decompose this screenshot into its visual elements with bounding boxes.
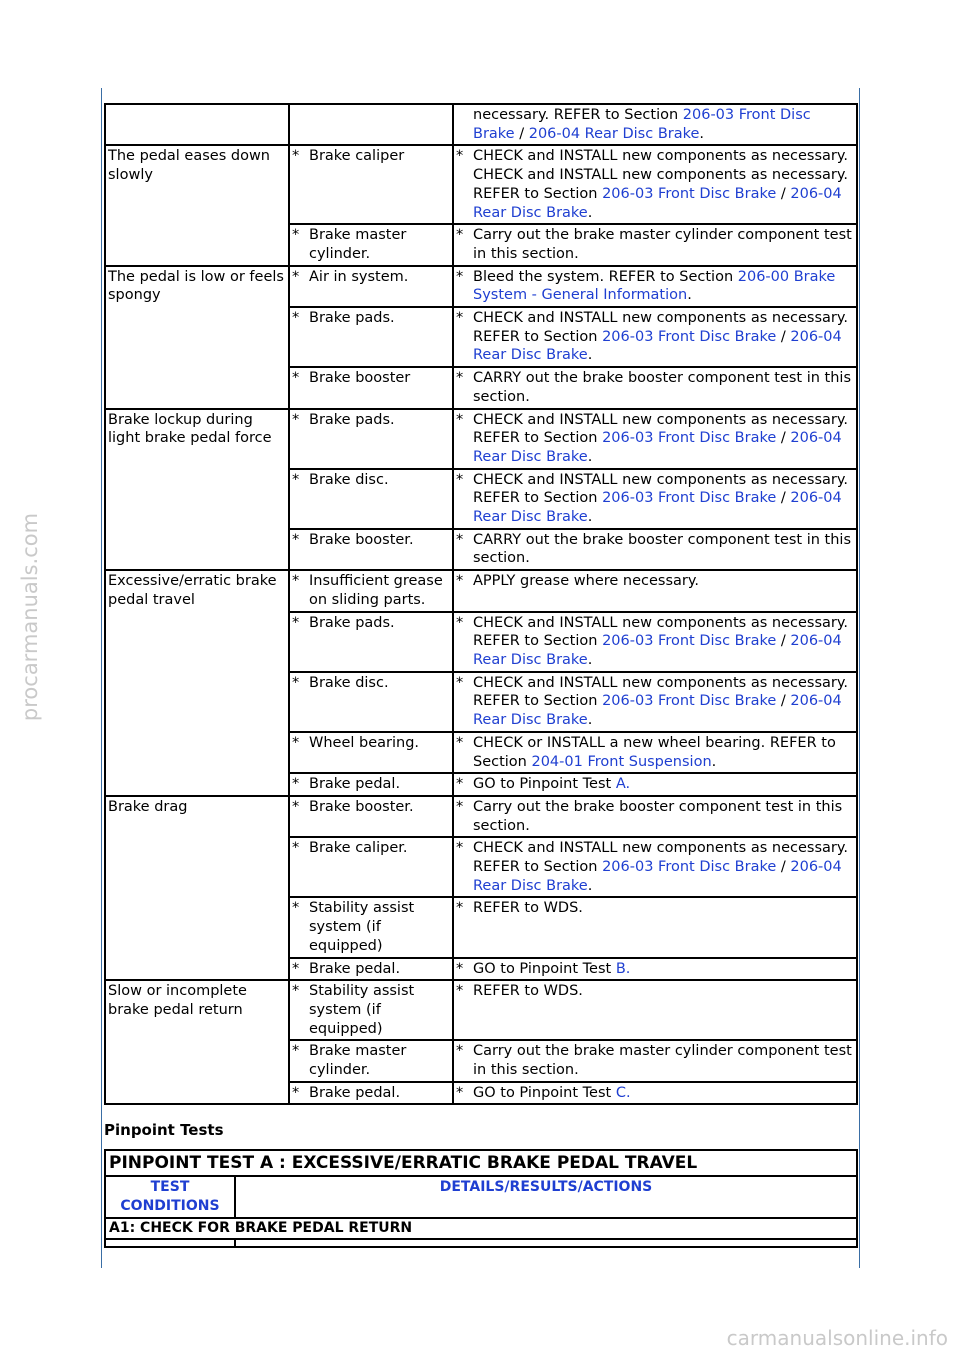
action-text-segment: CHECK or INSTALL a new wheel bearing. REFER to Section	[473, 734, 836, 770]
action-text-segment: /	[776, 490, 791, 507]
page-content	[104, 103, 856, 1248]
chart-row	[105, 104, 857, 145]
action-text-segment: REFER to WDS.	[473, 900, 583, 917]
chart-row	[105, 409, 857, 469]
page-frame-right	[859, 88, 860, 1268]
cause-text: Insufficient grease on sliding parts.	[309, 573, 443, 608]
bullet-asterisk: *	[292, 411, 300, 428]
cause-text: Brake disc.	[309, 674, 389, 691]
bottom-watermark: carmanualsonline.info	[726, 1326, 948, 1350]
cause-cell	[289, 1082, 453, 1105]
section-reference-link[interactable]: 206-04 Rear Disc Brake	[473, 490, 842, 526]
step-conditions-cell	[105, 1239, 235, 1247]
bullet-asterisk: *	[456, 614, 464, 631]
action-cell	[453, 469, 857, 529]
action-text-segment: /	[776, 693, 791, 710]
section-reference-link[interactable]: 206-03 Front Disc Brake	[602, 328, 777, 345]
cause-text: Brake master cylinder.	[309, 1043, 407, 1079]
cause-text: Brake caliper	[309, 148, 405, 165]
cause-text: Brake booster	[309, 370, 411, 387]
section-reference-link[interactable]: 206-04 Rear Disc Brake	[473, 185, 842, 221]
action-text-segment: .	[587, 204, 593, 221]
cause-text: Air in system.	[309, 268, 409, 285]
action-text-segment: /	[776, 430, 791, 447]
cause-text: Brake caliper.	[309, 840, 408, 857]
cause-cell	[289, 409, 453, 469]
cause-cell	[289, 897, 453, 957]
bullet-asterisk: *	[292, 268, 300, 285]
cause-text: Brake pedal.	[309, 1084, 401, 1101]
cause-cell	[289, 266, 453, 307]
cause-text: Brake pads.	[309, 614, 395, 631]
cause-cell	[289, 672, 453, 732]
cause-text: Brake pedal.	[309, 960, 401, 977]
action-text-segment: .	[687, 287, 692, 304]
bullet-asterisk: *	[292, 840, 300, 857]
action-text-segment: GO to Pinpoint Test	[473, 776, 616, 793]
action-text-segment: Carry out the brake master cylinder component test in this section.	[473, 1043, 852, 1079]
cause-cell	[289, 612, 453, 672]
action-text-segment: /	[776, 859, 791, 876]
bullet-asterisk: *	[292, 674, 300, 691]
cause-text: Brake booster.	[309, 798, 414, 815]
action-text	[473, 411, 855, 467]
action-text	[473, 369, 855, 406]
bullet-asterisk: *	[456, 148, 464, 165]
action-text	[473, 899, 855, 918]
action-text	[473, 798, 855, 835]
action-text-segment: .	[587, 651, 593, 668]
cause-cell	[289, 958, 453, 981]
bullet-asterisk: *	[292, 734, 300, 751]
section-reference-link[interactable]: 204-01 Front Suspension	[531, 753, 712, 770]
section-reference-link[interactable]: B.	[615, 960, 631, 977]
bullet-asterisk: *	[292, 531, 300, 548]
action-text	[473, 614, 855, 670]
section-reference-link[interactable]: 206-03 Front Disc Brake	[602, 185, 777, 202]
section-reference-link[interactable]: 206-03 Front Disc Brake	[602, 859, 777, 876]
action-text-segment: /	[776, 328, 791, 345]
section-reference-link[interactable]: 206-03 Front Disc Brake	[473, 107, 811, 142]
bullet-asterisk: *	[292, 370, 300, 387]
symptom-cell: The pedal eases down slowly	[105, 145, 289, 265]
cause-cell	[289, 1040, 453, 1081]
action-text-segment: .	[587, 347, 593, 364]
cause-text: Brake pads.	[309, 310, 395, 327]
chart-row	[105, 570, 857, 611]
action-cell	[453, 980, 857, 1040]
cause-cell	[289, 980, 453, 1040]
bullet-asterisk	[456, 106, 473, 143]
cause-text: Stability assist system (if equipped)	[309, 983, 415, 1037]
bullet-asterisk: *	[292, 900, 300, 917]
action-text	[473, 734, 855, 771]
section-reference-link[interactable]: 206-04 Rear Disc Brake	[528, 125, 700, 142]
action-text-segment: APPLY grease where necessary.	[473, 573, 699, 590]
section-reference-link[interactable]: 206-04 Rear Disc Brake	[473, 859, 842, 894]
action-text-segment: CHECK and INSTALL new components as necessary. REFER to Section	[473, 840, 848, 876]
section-reference-link[interactable]: 206-03 Front Disc Brake	[602, 490, 777, 507]
bullet-asterisk: *	[456, 798, 464, 815]
bullet-asterisk: *	[292, 148, 300, 165]
action-text-segment: /	[514, 125, 529, 142]
action-text-segment: necessary. REFER to Section	[473, 107, 683, 123]
cause-text: Brake booster.	[309, 531, 414, 548]
action-text-segment: /	[776, 633, 791, 650]
action-text	[473, 775, 855, 794]
bullet-asterisk: *	[456, 531, 464, 548]
bullet-asterisk: *	[456, 411, 464, 428]
symptom-cell	[105, 104, 289, 145]
pinpoint-test-title: PINPOINT TEST A : EXCESSIVE/ERRATIC BRAKE PEDAL TRAVEL	[105, 1150, 857, 1176]
section-reference-link[interactable]: 206-04 Rear Disc Brake	[473, 633, 842, 668]
details-results-actions-header: DETAILS/RESULTS/ACTIONS	[235, 1176, 857, 1218]
cause-cell	[289, 469, 453, 529]
action-text-segment: CARRY out the brake booster component test in this section.	[473, 531, 852, 567]
chart-row	[105, 796, 857, 837]
bullet-asterisk: *	[456, 471, 464, 488]
action-text-segment: CHECK and INSTALL new components as necessary. CHECK and INSTALL new components as necessary. REFER to Section	[473, 148, 848, 202]
bullet-asterisk: *	[456, 900, 464, 917]
action-cell	[453, 732, 857, 773]
bullet-asterisk: *	[292, 227, 300, 244]
action-cell	[453, 612, 857, 672]
bullet-asterisk: *	[456, 776, 464, 793]
section-reference-link[interactable]: 206-03 Front Disc Brake	[602, 633, 777, 650]
bullet-asterisk: *	[292, 614, 300, 631]
bullet-asterisk: *	[292, 1043, 300, 1060]
action-text-segment: CARRY out the brake booster component test in this section.	[473, 370, 852, 405]
action-text	[473, 572, 855, 591]
action-text	[473, 1042, 855, 1079]
cause-cell	[289, 773, 453, 796]
action-cell	[453, 837, 857, 897]
chart-row	[105, 145, 857, 224]
action-text	[473, 1084, 855, 1103]
cause-text: Brake master cylinder.	[309, 227, 407, 262]
symptom-chart-table	[104, 103, 858, 1105]
cause-cell	[289, 307, 453, 367]
action-text-segment: CHECK and INSTALL new components as necessary. REFER to Section	[473, 471, 848, 507]
cause-cell	[289, 145, 453, 224]
action-text-segment: Bleed the system. REFER to Section	[473, 268, 738, 285]
cause-text: Brake pedal.	[309, 776, 401, 793]
action-text-segment: CHECK and INSTALL new components as necessary. REFER to Section	[473, 411, 848, 447]
action-cell	[453, 409, 857, 469]
action-text-segment: .	[587, 509, 593, 526]
bullet-asterisk: *	[456, 370, 464, 387]
action-text	[473, 226, 855, 263]
action-cell	[453, 796, 857, 837]
section-reference-link[interactable]: A.	[615, 776, 631, 793]
cause-cell	[289, 529, 453, 570]
action-cell	[453, 570, 857, 611]
action-text-segment: Carry out the brake booster component test in this section.	[473, 798, 843, 834]
cause-cell	[289, 104, 453, 145]
action-text-segment: CHECK and INSTALL new components as necessary. REFER to Section	[473, 310, 848, 345]
action-cell	[453, 1040, 857, 1081]
action-text	[473, 147, 855, 222]
action-text	[473, 982, 855, 1001]
side-watermark: procarmanuals.com	[18, 512, 42, 722]
action-text	[473, 531, 855, 568]
bullet-asterisk: *	[456, 310, 464, 327]
action-text-segment: .	[587, 877, 593, 894]
action-text-segment: .	[587, 712, 593, 729]
action-text-segment: .	[587, 448, 593, 465]
symptom-cell: The pedal is low or feels spongy	[105, 266, 289, 409]
bullet-asterisk: *	[456, 983, 464, 1000]
action-text-segment: .	[699, 125, 705, 142]
section-reference-link[interactable]: C.	[615, 1084, 631, 1101]
action-cell	[453, 224, 857, 265]
bullet-asterisk: *	[456, 840, 464, 857]
cause-text: Stability assist system (if equipped)	[309, 900, 415, 954]
cause-text: Wheel bearing.	[309, 734, 420, 751]
bullet-asterisk: *	[292, 573, 300, 590]
action-text-segment: .	[711, 753, 717, 770]
action-cell	[453, 958, 857, 981]
action-text-segment: GO to Pinpoint Test	[473, 1084, 616, 1101]
section-reference-link[interactable]: 206-04 Rear Disc Brake	[473, 328, 842, 364]
chart-row	[105, 266, 857, 307]
pinpoint-test-table	[104, 1149, 858, 1248]
cause-cell	[289, 796, 453, 837]
chart-row	[105, 980, 857, 1040]
action-cell	[453, 104, 857, 145]
section-reference-link[interactable]: 206-04 Rear Disc Brake	[473, 693, 842, 729]
symptom-cell: Brake lockup during light brake pedal force	[105, 409, 289, 571]
bullet-asterisk: *	[456, 1043, 464, 1060]
action-cell	[453, 529, 857, 570]
bullet-asterisk: *	[292, 798, 300, 815]
action-text-segment: GO to Pinpoint Test	[473, 960, 616, 977]
bullet-asterisk: *	[292, 1084, 300, 1101]
section-reference-link[interactable]: 206-03 Front Disc Brake	[602, 430, 777, 447]
bullet-asterisk: *	[456, 268, 464, 285]
action-text	[473, 960, 855, 979]
step-details-cell	[235, 1239, 857, 1247]
action-cell	[453, 367, 857, 408]
action-text	[473, 268, 855, 305]
action-text	[473, 106, 855, 143]
action-cell	[453, 145, 857, 224]
action-cell	[453, 897, 857, 957]
bullet-asterisk: *	[292, 960, 300, 977]
action-text-segment: /	[776, 185, 791, 202]
cause-cell	[289, 732, 453, 773]
bullet-asterisk: *	[456, 227, 464, 244]
bullet-asterisk: *	[292, 310, 300, 327]
bullet-asterisk: *	[456, 1084, 464, 1101]
action-text	[473, 309, 855, 365]
action-text	[473, 471, 855, 527]
cause-cell	[289, 837, 453, 897]
bullet-asterisk: *	[292, 471, 300, 488]
section-reference-link[interactable]: 206-04 Rear Disc Brake	[473, 430, 842, 465]
pinpoint-tests-heading: Pinpoint Tests	[104, 1121, 224, 1140]
action-text-segment: REFER to WDS.	[473, 983, 583, 1000]
section-reference-link[interactable]: 206-00 Brake System - General Information	[473, 268, 836, 304]
symptom-cell: Excessive/erratic brake pedal travel	[105, 570, 289, 796]
action-text-segment: Carry out the brake master cylinder component test in this section.	[473, 227, 852, 262]
action-cell	[453, 672, 857, 732]
bullet-asterisk: *	[292, 983, 300, 1000]
bullet-asterisk: *	[292, 776, 300, 793]
cause-cell	[289, 224, 453, 265]
action-text-segment: CHECK and INSTALL new components as necessary. REFER to Section	[473, 674, 848, 710]
cause-text: Brake disc.	[309, 471, 389, 488]
bullet-asterisk: *	[456, 674, 464, 691]
test-conditions-header: TEST CONDITIONS	[105, 1176, 235, 1218]
section-reference-link[interactable]: 206-03 Front Disc Brake	[602, 693, 777, 710]
action-cell	[453, 1082, 857, 1105]
cause-cell	[289, 570, 453, 611]
symptom-cell: Brake drag	[105, 796, 289, 980]
bullet-asterisk: *	[456, 734, 464, 751]
action-cell	[453, 773, 857, 796]
pinpoint-step-a1: A1: CHECK FOR BRAKE PEDAL RETURN	[105, 1218, 857, 1239]
page-frame-left	[101, 88, 102, 1268]
cause-text: Brake pads.	[309, 411, 395, 428]
action-cell	[453, 266, 857, 307]
action-text-segment: CHECK and INSTALL new components as necessary. REFER to Section	[473, 614, 848, 650]
bullet-asterisk: *	[456, 960, 464, 977]
action-text	[473, 674, 855, 730]
bullet-asterisk: *	[456, 573, 464, 590]
action-cell	[453, 307, 857, 367]
action-text	[473, 839, 855, 895]
symptom-cell: Slow or incomplete brake pedal return	[105, 980, 289, 1104]
cause-cell	[289, 367, 453, 408]
